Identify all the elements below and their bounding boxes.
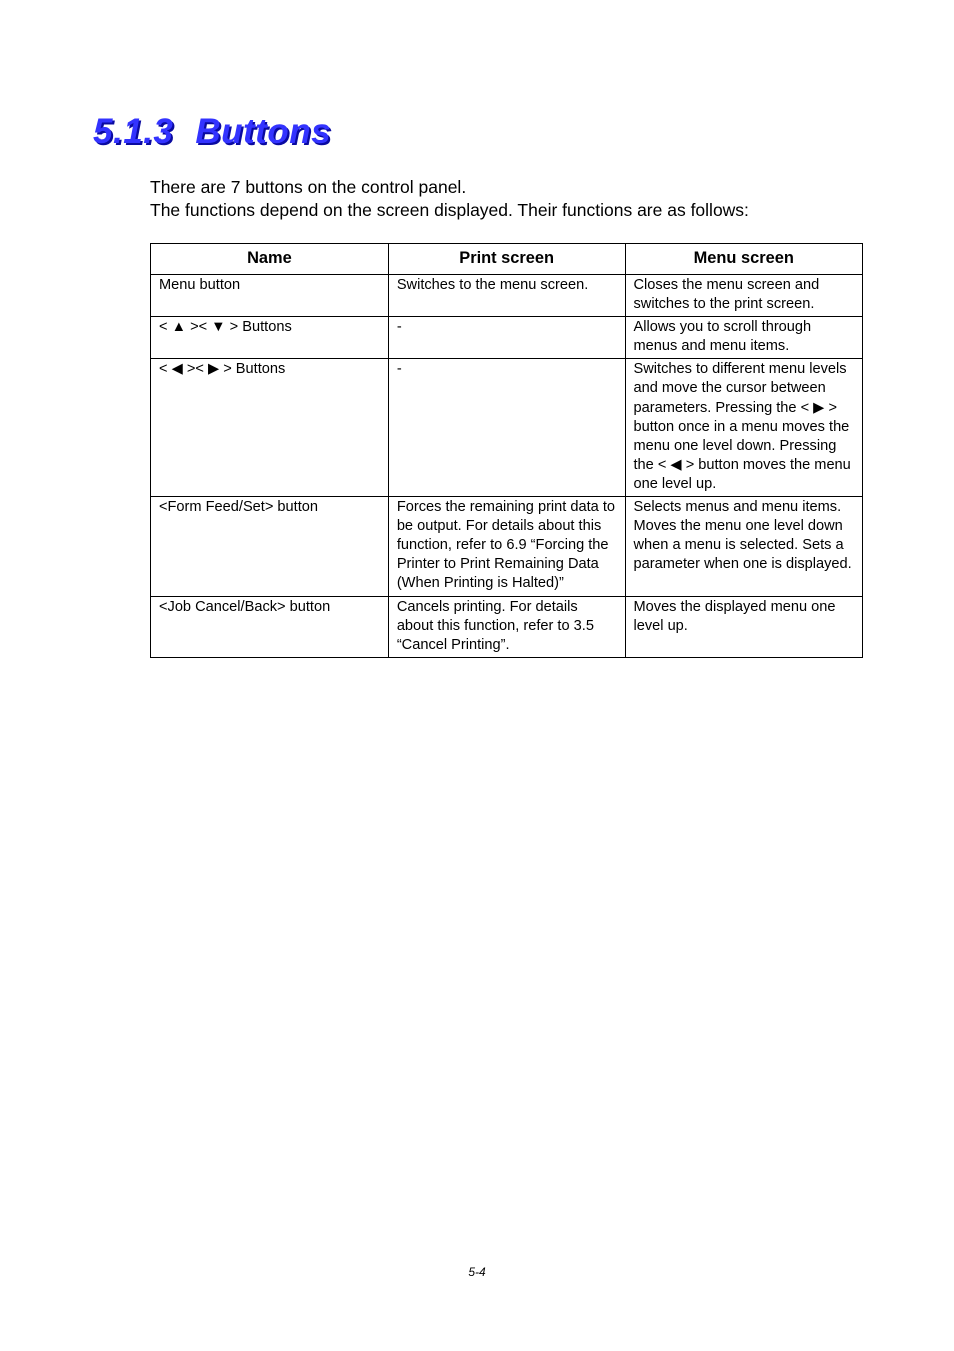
cell-name: < ▲ >< ▼ > Buttons bbox=[151, 317, 389, 359]
header-menu-screen: Menu screen bbox=[625, 244, 863, 275]
header-print-screen: Print screen bbox=[388, 244, 625, 275]
intro-line-2: The functions depend on the screen displayed. Their functions are as follows: bbox=[150, 200, 749, 220]
cell-menu: Selects menus and menu items. Moves the menu one level down when a menu is selected. Sets a parameter when one is displayed. bbox=[625, 497, 863, 596]
section-heading bbox=[93, 112, 331, 152]
cell-menu: Allows you to scroll through menus and menu items. bbox=[625, 317, 863, 359]
cell-name: <Form Feed/Set> button bbox=[151, 497, 389, 596]
page-number: 5-4 bbox=[468, 1265, 486, 1279]
cell-name: <Job Cancel/Back> button bbox=[151, 596, 389, 657]
cell-menu: Switches to different menu levels and move the cursor between parameters. Pressing the < ▶ > button once in a menu moves the menu one level down. Pressing the < ◀ > button moves the menu one level up. bbox=[625, 359, 863, 497]
table-header-row bbox=[151, 244, 863, 275]
cell-print: - bbox=[388, 317, 625, 359]
intro-line-1: There are 7 buttons on the control panel. bbox=[150, 177, 467, 197]
table-row bbox=[151, 359, 863, 497]
section-title: Buttons bbox=[195, 112, 332, 151]
header-name: Name bbox=[151, 244, 389, 275]
table-row bbox=[151, 596, 863, 657]
section-number: 5.1.3 bbox=[93, 112, 174, 151]
intro-text bbox=[150, 176, 749, 222]
cell-name: Menu button bbox=[151, 275, 389, 317]
cell-print: Forces the remaining print data to be output. For details about this function, refer to 6.9 “Forcing the Printer to Print Remaining Data (When Printing is Halted)” bbox=[388, 497, 625, 596]
table-row bbox=[151, 317, 863, 359]
cell-name: < ◀ >< ▶ > Buttons bbox=[151, 359, 389, 497]
table-row bbox=[151, 275, 863, 317]
table-row bbox=[151, 497, 863, 596]
cell-menu: Moves the displayed menu one level up. bbox=[625, 596, 863, 657]
cell-print: - bbox=[388, 359, 625, 497]
cell-menu: Closes the menu screen and switches to the print screen. bbox=[625, 275, 863, 317]
cell-print: Cancels printing. For details about this function, refer to 3.5 “Cancel Printing”. bbox=[388, 596, 625, 657]
buttons-table bbox=[150, 243, 863, 658]
cell-print: Switches to the menu screen. bbox=[388, 275, 625, 317]
